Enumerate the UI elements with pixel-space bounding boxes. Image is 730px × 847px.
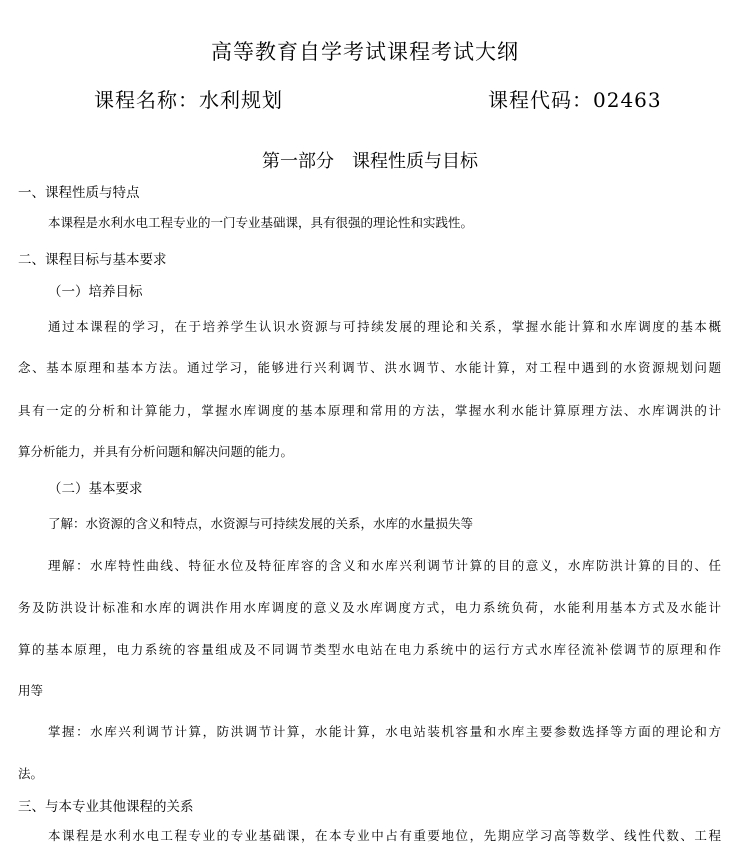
part-title: 第一部分 课程性质与目标 [262,151,478,172]
requirement-comprehend-line: 务及防洪设计标准和水库的调洪作用水库调度的意义及水库调度方式，电力系统负荷，水能利用基本方式及水能计 [18,600,721,615]
section-1-text: 本课程是水利水电工程专业的一门专业基础课，具有很强的理论性和实践性。 [48,215,474,230]
goals-line: 算分析能力，并具有分析问题和解决问题的能力。 [18,444,294,459]
requirement-comprehend-line: 理解：水库特性曲线、特征水位及特征库容的含义和水库兴利调节计算的目的意义，水库防洪计算的目的、任 [48,558,721,573]
document-title: 高等教育自学考试课程考试大纲 [211,40,519,64]
requirement-master-line: 掌握：水库兴利调节计算，防洪调节计算，水能计算，水电站装机容量和水库主要参数选择等方面的理论和方 [48,724,721,739]
requirement-master-line: 法。 [18,766,44,781]
course-code: 课程代码：02463 [488,88,662,112]
section-heading-1: 一、课程性质与特点 [18,185,140,201]
course-name: 课程名称：水利规划 [94,88,283,112]
goals-line: 通过本课程的学习，在于培养学生认识水资源与可持续发展的理论和关系，掌握水能计算和水库调度的基本概 [48,319,721,334]
subsection-heading-requirements: （二）基本要求 [48,481,143,497]
requirement-understand: 了解：水资源的含义和特点，水资源与可持续发展的关系，水库的水量损失等 [48,516,474,531]
subsection-heading-goals: （一）培养目标 [48,284,143,300]
section-3-text: 本课程是水利水电工程专业的专业基础课，在本专业中占有重要地位，先期应学习高等数学、线性代数、工程 [48,828,721,843]
section-heading-3: 三、与本专业其他课程的关系 [18,799,194,815]
requirement-comprehend-line: 算的基本原理，电力系统的容量组成及不同调节类型水电站在电力系统中的运行方式水库径流补偿调节的原理和作 [18,642,721,657]
goals-line: 念、基本原理和基本方法。通过学习，能够进行兴利调节、洪水调节、水能计算，对工程中遇到的水资源规划问题 [18,360,721,375]
requirement-comprehend-line: 用等 [18,683,44,698]
section-heading-2: 二、课程目标与基本要求 [18,252,167,268]
goals-line: 具有一定的分析和计算能力，掌握水库调度的基本原理和常用的方法，掌握水利水能计算原理方法、水库调洪的计 [18,403,721,418]
